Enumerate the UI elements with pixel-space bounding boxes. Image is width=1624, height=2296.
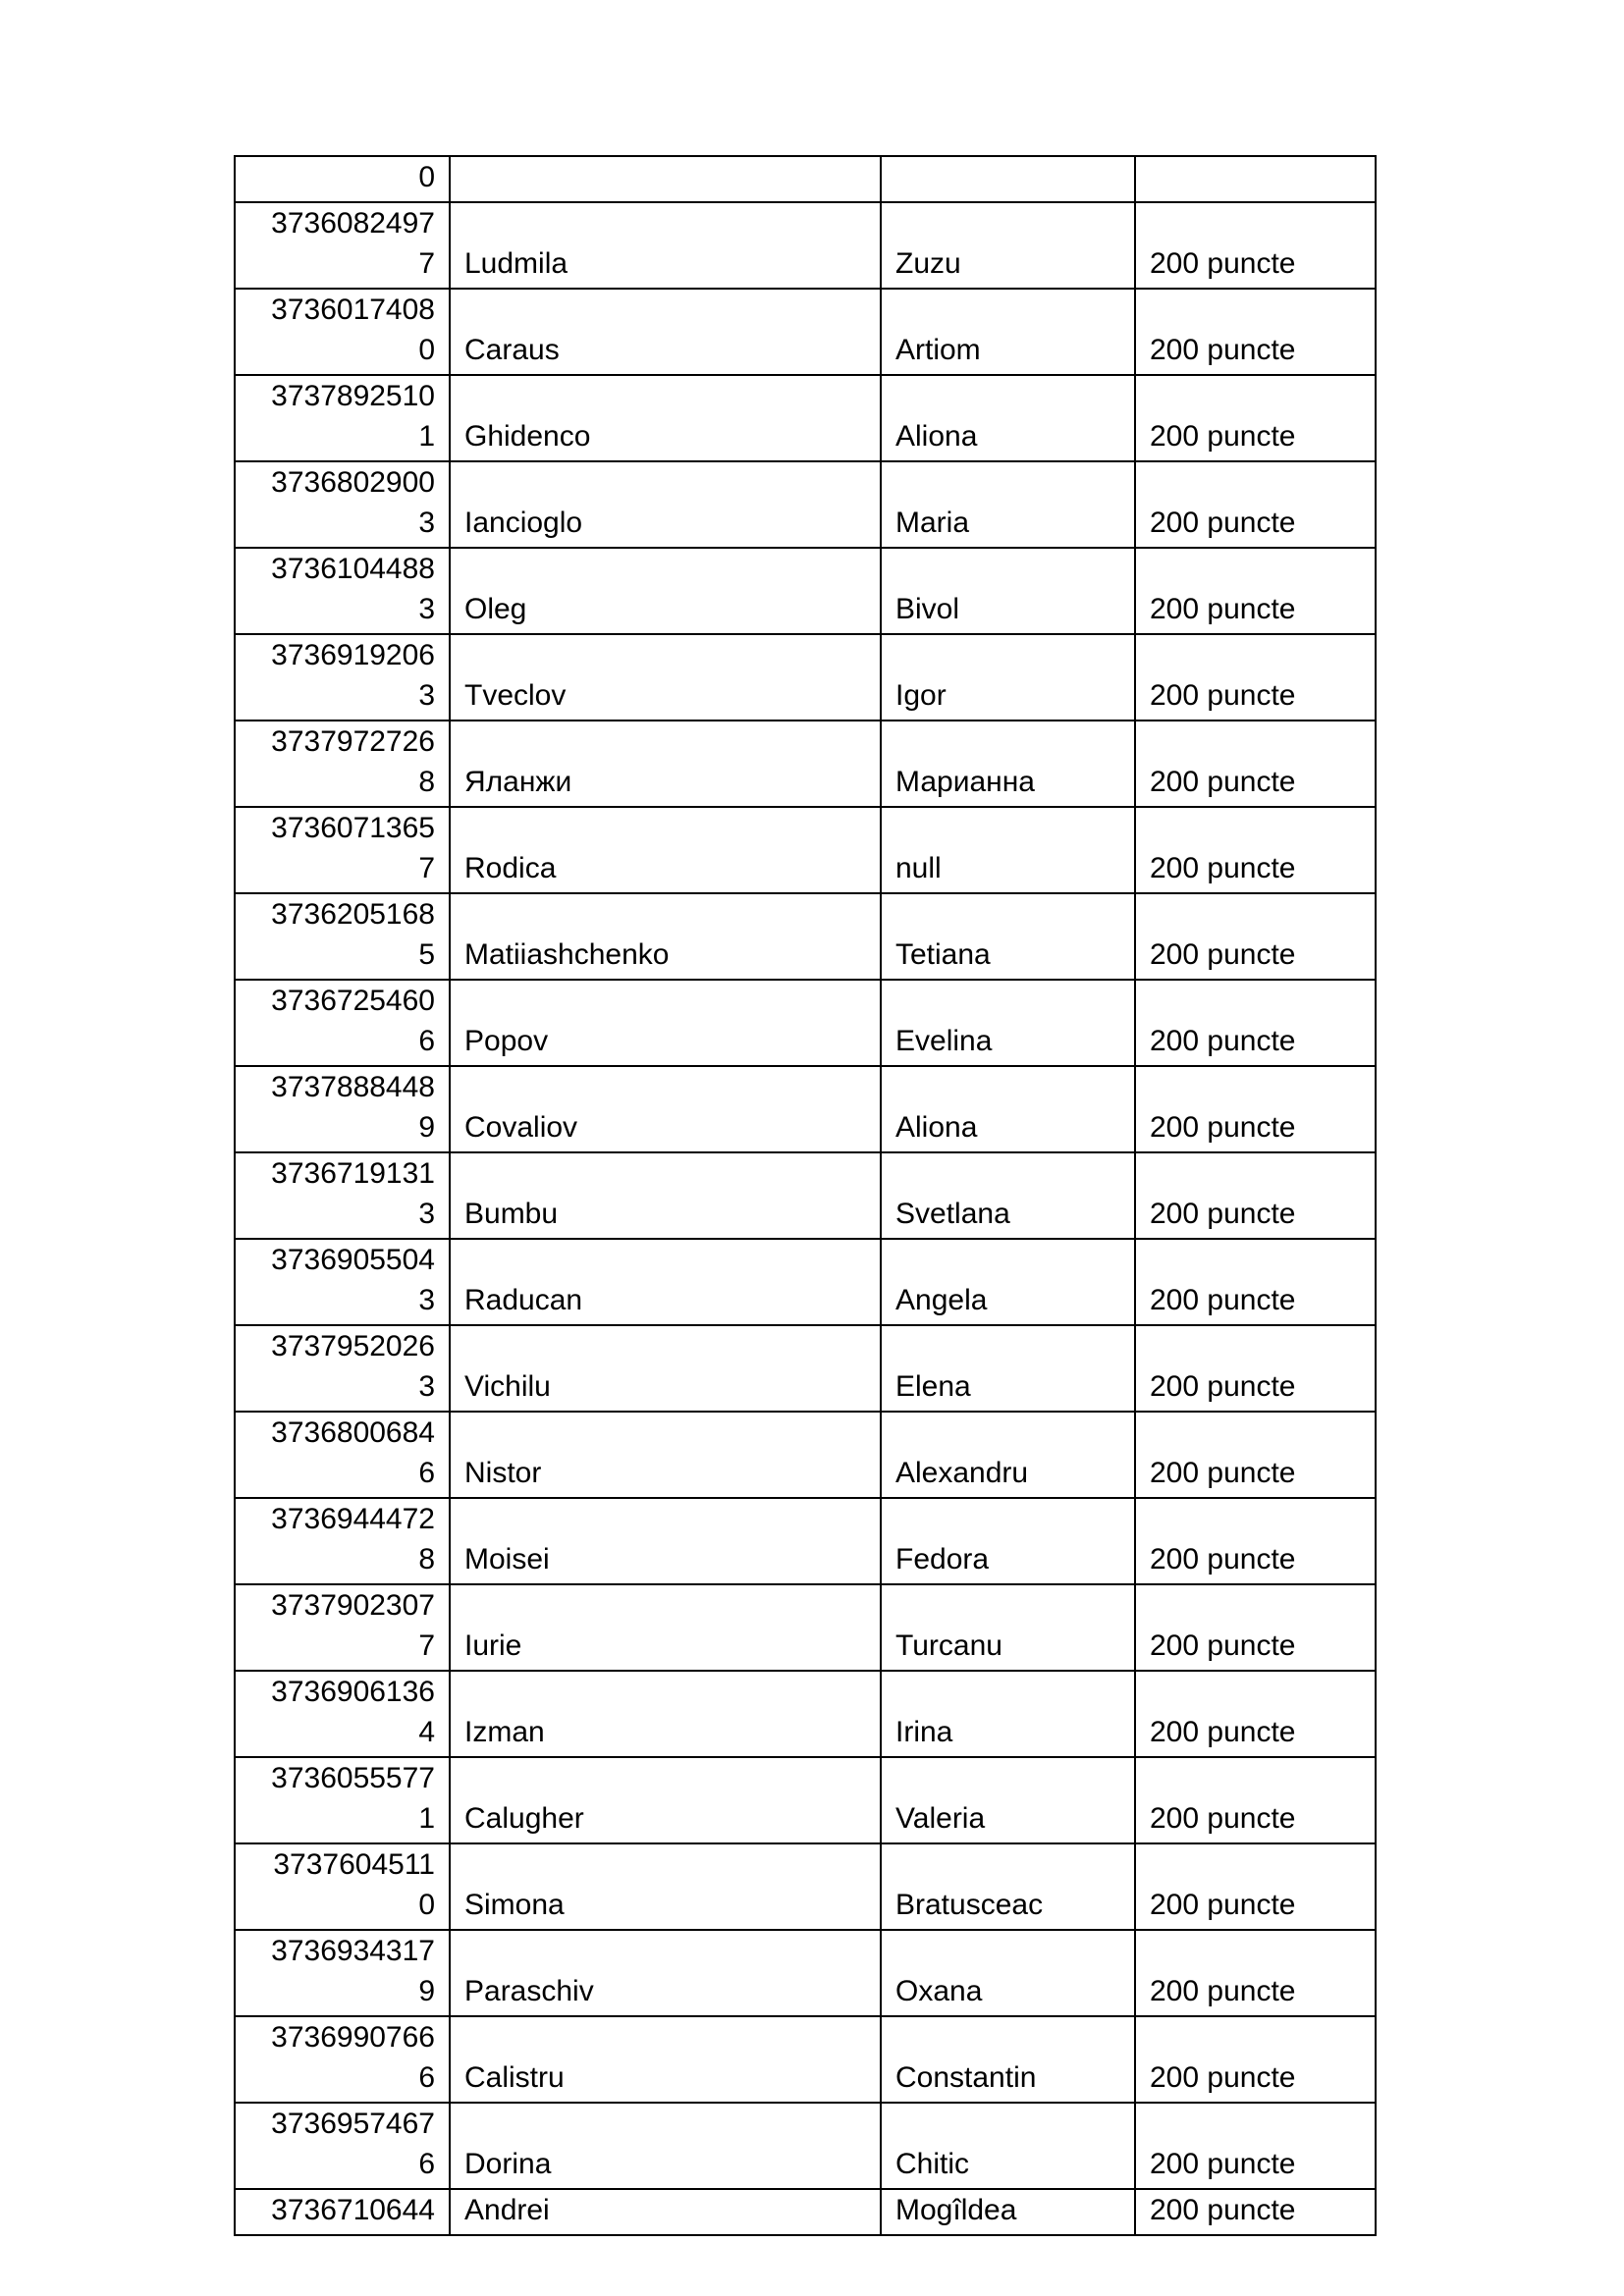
phone-line-2: 6 (418, 2148, 435, 2180)
table-row (235, 1498, 1376, 1584)
phone-line: 3736710644 (271, 2194, 435, 2226)
points-cell: 200 puncte (1135, 1325, 1376, 1412)
last-name-cell: Calistru (450, 2016, 881, 2103)
table-row (235, 807, 1376, 893)
phone-line-1: 3736990766 (271, 2021, 435, 2054)
last-name-cell: Calugher (450, 1757, 881, 1843)
phone-line-1: 3737972726 (271, 725, 435, 758)
phone-line-2: 3 (418, 679, 435, 712)
phone-line-2: 8 (418, 1543, 435, 1575)
first-name-cell: Maria (881, 461, 1135, 548)
phone-line-2: 4 (418, 1716, 435, 1748)
last-name-cell: Iurie (450, 1584, 881, 1671)
phone-line-1: 3737902307 (271, 1589, 435, 1622)
phone-line-2: 3 (418, 1284, 435, 1316)
phone-line-1: 3736906136 (271, 1676, 435, 1708)
last-name-cell: Raducan (450, 1239, 881, 1325)
points-cell: 200 puncte (1135, 1239, 1376, 1325)
phone-line-2: 9 (418, 1975, 435, 2007)
first-name-cell: Constantin (881, 2016, 1135, 2103)
table-row (235, 1930, 1376, 2016)
phone-cell (235, 1325, 450, 1412)
points-cell: 200 puncte (1135, 1412, 1376, 1498)
table-row (235, 1412, 1376, 1498)
first-name-cell: Tetiana (881, 893, 1135, 980)
first-name-cell: Zuzu (881, 202, 1135, 289)
phone-line-2: 8 (418, 766, 435, 798)
phone-cell (235, 548, 450, 634)
table-row (235, 375, 1376, 461)
first-name-cell: Oxana (881, 1930, 1135, 2016)
phone-cell (235, 2103, 450, 2189)
phone-line-2: 0 (418, 334, 435, 366)
phone-cell (235, 721, 450, 807)
table-row (235, 893, 1376, 980)
phone-line-1: 3736919206 (271, 639, 435, 671)
first-name-cell: Mogîldea (881, 2189, 1135, 2235)
points-cell: 200 puncte (1135, 1843, 1376, 1930)
table-row (235, 1152, 1376, 1239)
points-cell: 200 puncte (1135, 980, 1376, 1066)
last-name-cell: Iancioglo (450, 461, 881, 548)
table-row (235, 1584, 1376, 1671)
phone-line-2: 3 (418, 507, 435, 539)
phone-cell (235, 1152, 450, 1239)
points-cell: 200 puncte (1135, 1152, 1376, 1239)
phone-line-1: 3736104488 (271, 553, 435, 585)
points-cell: 200 puncte (1135, 2189, 1376, 2235)
phone-line-2: 3 (418, 593, 435, 625)
points-cell: 200 puncte (1135, 893, 1376, 980)
phone-line-1: 3737888448 (271, 1071, 435, 1103)
records-table-body (235, 156, 1376, 2235)
points-cell: 200 puncte (1135, 1757, 1376, 1843)
table-row (235, 1671, 1376, 1757)
phone-line-2: 5 (418, 938, 435, 971)
last-name-cell (450, 156, 881, 202)
table-row (235, 980, 1376, 1066)
first-name-cell: Artiom (881, 289, 1135, 375)
first-name-cell: Aliona (881, 375, 1135, 461)
points-cell: 200 puncte (1135, 375, 1376, 461)
first-name-cell: Irina (881, 1671, 1135, 1757)
points-cell: 200 puncte (1135, 461, 1376, 548)
phone-line-2: 3 (418, 1198, 435, 1230)
last-name-cell: Dorina (450, 2103, 881, 2189)
last-name-cell: Popov (450, 980, 881, 1066)
phone-line: 0 (418, 161, 435, 193)
points-cell: 200 puncte (1135, 807, 1376, 893)
last-name-cell: Яланжи (450, 721, 881, 807)
table-row (235, 548, 1376, 634)
phone-cell (235, 1239, 450, 1325)
phone-cell (235, 1843, 450, 1930)
phone-cell (235, 202, 450, 289)
points-cell: 200 puncte (1135, 1930, 1376, 2016)
phone-cell (235, 289, 450, 375)
table-row (235, 2103, 1376, 2189)
points-cell: 200 puncte (1135, 2016, 1376, 2103)
table-row (235, 634, 1376, 721)
points-cell: 200 puncte (1135, 202, 1376, 289)
first-name-cell: Chitic (881, 2103, 1135, 2189)
points-cell: 200 puncte (1135, 634, 1376, 721)
table-row (235, 289, 1376, 375)
points-cell: 200 puncte (1135, 1584, 1376, 1671)
phone-cell (235, 807, 450, 893)
table-row (235, 1757, 1376, 1843)
phone-line-1: 3737604511 (273, 1848, 435, 1881)
phone-line-2: 7 (418, 247, 435, 280)
last-name-cell: Matiiashchenko (450, 893, 881, 980)
phone-line-2: 9 (418, 1111, 435, 1144)
phone-cell (235, 2189, 450, 2235)
points-cell: 200 puncte (1135, 1498, 1376, 1584)
phone-line-1: 3736802900 (271, 466, 435, 499)
phone-cell (235, 2016, 450, 2103)
phone-line-1: 3736719131 (271, 1157, 435, 1190)
records-table (234, 155, 1377, 2236)
last-name-cell: Izman (450, 1671, 881, 1757)
phone-line-1: 3736055577 (271, 1762, 435, 1794)
phone-line-2: 3 (418, 1370, 435, 1403)
last-name-cell: Simona (450, 1843, 881, 1930)
last-name-cell: Ghidenco (450, 375, 881, 461)
first-name-cell: Bratusceac (881, 1843, 1135, 1930)
first-name-cell: Svetlana (881, 1152, 1135, 1239)
phone-line-2: 7 (418, 852, 435, 884)
first-name-cell: Alexandru (881, 1412, 1135, 1498)
phone-cell (235, 1498, 450, 1584)
points-cell: 200 puncte (1135, 2103, 1376, 2189)
phone-line-1: 3737892510 (271, 380, 435, 412)
phone-line-1: 3736205168 (271, 898, 435, 931)
phone-line-2: 6 (418, 1457, 435, 1489)
phone-line-2: 1 (418, 1802, 435, 1835)
phone-line-1: 3736944472 (271, 1503, 435, 1535)
phone-line-1: 3736934317 (271, 1935, 435, 1967)
first-name-cell: null (881, 807, 1135, 893)
first-name-cell: Aliona (881, 1066, 1135, 1152)
phone-line-1: 3736800684 (271, 1416, 435, 1449)
table-row (235, 721, 1376, 807)
phone-line-1: 3736957467 (271, 2108, 435, 2140)
phone-line-1: 3737952026 (271, 1330, 435, 1362)
table-row (235, 156, 1376, 202)
first-name-cell: Angela (881, 1239, 1135, 1325)
phone-cell (235, 1757, 450, 1843)
phone-cell (235, 893, 450, 980)
first-name-cell: Марианна (881, 721, 1135, 807)
phone-line-2: 0 (418, 1889, 435, 1921)
last-name-cell: Paraschiv (450, 1930, 881, 2016)
last-name-cell: Nistor (450, 1412, 881, 1498)
points-cell (1135, 156, 1376, 202)
table-row (235, 461, 1376, 548)
first-name-cell: Igor (881, 634, 1135, 721)
points-cell: 200 puncte (1135, 1671, 1376, 1757)
phone-line-2: 6 (418, 2061, 435, 2094)
last-name-cell: Bumbu (450, 1152, 881, 1239)
phone-line-2: 7 (418, 1629, 435, 1662)
phone-cell (235, 1412, 450, 1498)
last-name-cell: Covaliov (450, 1066, 881, 1152)
phone-cell (235, 1584, 450, 1671)
phone-cell (235, 375, 450, 461)
points-cell: 200 puncte (1135, 1066, 1376, 1152)
phone-cell (235, 156, 450, 202)
first-name-cell: Elena (881, 1325, 1135, 1412)
phone-line-1: 3736905504 (271, 1244, 435, 1276)
last-name-cell: Andrei (450, 2189, 881, 2235)
last-name-cell: Rodica (450, 807, 881, 893)
points-cell: 200 puncte (1135, 721, 1376, 807)
first-name-cell: Fedora (881, 1498, 1135, 1584)
last-name-cell: Tveclov (450, 634, 881, 721)
first-name-cell (881, 156, 1135, 202)
last-name-cell: Ludmila (450, 202, 881, 289)
phone-line-2: 1 (418, 420, 435, 453)
phone-cell (235, 461, 450, 548)
phone-line-1: 3736725460 (271, 985, 435, 1017)
phone-cell (235, 634, 450, 721)
phone-line-1: 3736017408 (271, 294, 435, 326)
last-name-cell: Vichilu (450, 1325, 881, 1412)
phone-cell (235, 1671, 450, 1757)
phone-line-1: 3736071365 (271, 812, 435, 844)
phone-cell (235, 1930, 450, 2016)
table-row (235, 2189, 1376, 2235)
table-row (235, 1843, 1376, 1930)
first-name-cell: Turcanu (881, 1584, 1135, 1671)
first-name-cell: Valeria (881, 1757, 1135, 1843)
last-name-cell: Oleg (450, 548, 881, 634)
first-name-cell: Evelina (881, 980, 1135, 1066)
table-row (235, 1239, 1376, 1325)
phone-cell (235, 1066, 450, 1152)
points-cell: 200 puncte (1135, 548, 1376, 634)
table-row (235, 202, 1376, 289)
last-name-cell: Moisei (450, 1498, 881, 1584)
last-name-cell: Caraus (450, 289, 881, 375)
table-row (235, 2016, 1376, 2103)
table-row (235, 1325, 1376, 1412)
phone-line-1: 3736082497 (271, 207, 435, 240)
phone-line-2: 6 (418, 1025, 435, 1057)
first-name-cell: Bivol (881, 548, 1135, 634)
points-cell: 200 puncte (1135, 289, 1376, 375)
phone-cell (235, 980, 450, 1066)
table-row (235, 1066, 1376, 1152)
